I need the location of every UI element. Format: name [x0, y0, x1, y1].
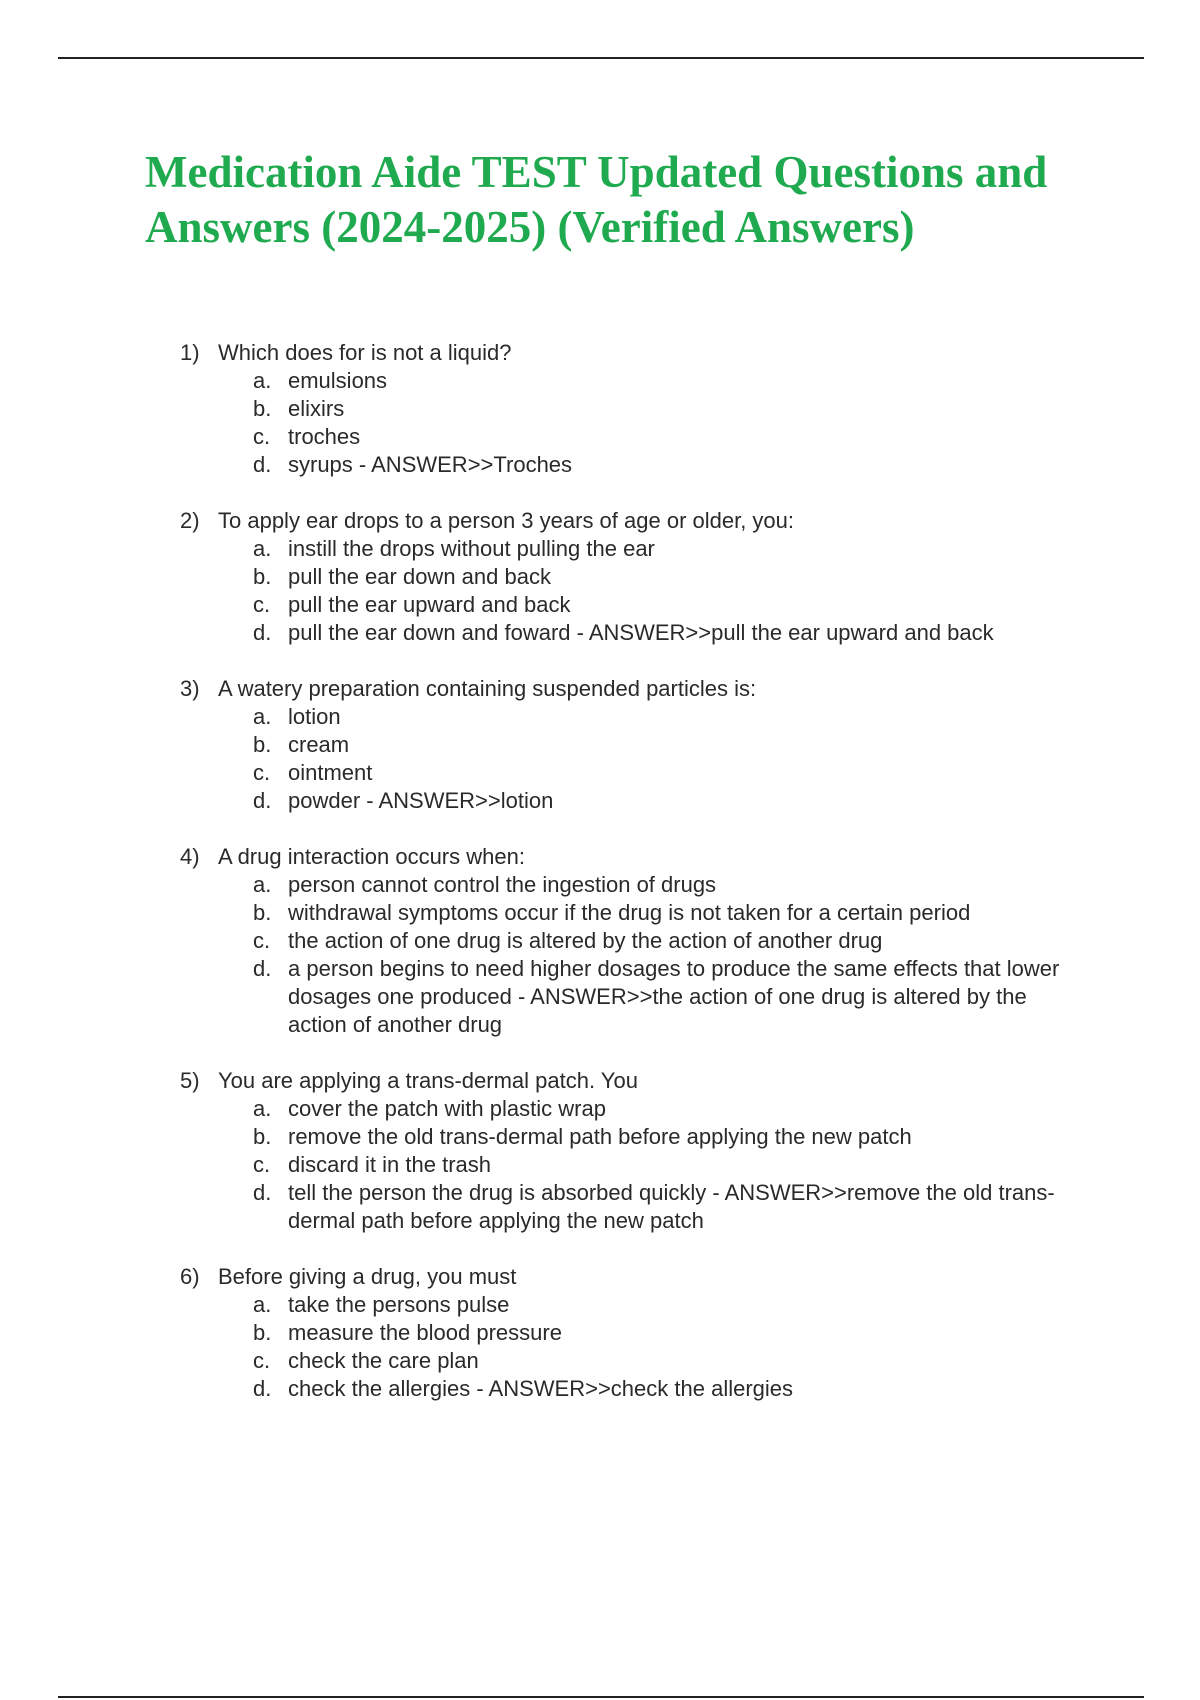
- question-line: [180, 1067, 1080, 1095]
- option-list: [180, 1095, 1080, 1235]
- answer-option: [253, 395, 1080, 423]
- option-list: [180, 871, 1080, 1039]
- option-text: cover the patch with plastic wrap: [288, 1096, 606, 1121]
- option-text: pull the ear down and foward - ANSWER>>pull the ear upward and back: [288, 620, 994, 645]
- option-letter: b.: [253, 564, 272, 589]
- option-text: instill the drops without pulling the ear: [288, 536, 655, 561]
- option-letter: a.: [253, 368, 272, 393]
- option-letter: c.: [253, 1152, 271, 1177]
- option-text: person cannot control the ingestion of drugs: [288, 872, 717, 897]
- option-letter: d.: [253, 1180, 272, 1205]
- option-text: emulsions: [288, 368, 388, 393]
- option-letter: d.: [253, 788, 272, 813]
- option-text: pull the ear down and back: [288, 564, 551, 589]
- answer-option: [253, 787, 1080, 815]
- question-text: A drug interaction occurs when:: [218, 844, 525, 869]
- option-text: elixirs: [288, 396, 345, 421]
- question-text: To apply ear drops to a person 3 years of age or older, you:: [218, 508, 795, 533]
- option-text: tell the person the drug is absorbed quickly - ANSWER>>remove the old trans-dermal path before applying the new patch: [288, 1180, 1055, 1233]
- answer-option: [253, 731, 1080, 759]
- question-line: [180, 675, 1080, 703]
- answer-option: [253, 1095, 1080, 1123]
- option-text: measure the blood pressure: [288, 1320, 562, 1345]
- question-number: 2): [180, 508, 200, 533]
- option-list: [180, 1291, 1080, 1403]
- option-text: remove the old trans-dermal path before applying the new patch: [288, 1124, 912, 1149]
- option-letter: a.: [253, 1292, 272, 1317]
- answer-option: [253, 367, 1080, 395]
- option-letter: a.: [253, 704, 272, 729]
- answer-option: [253, 1319, 1080, 1347]
- option-text: a person begins to need higher dosages to produce the same effects that lower dosages one produced - ANSWER>>the action of one drug is altered by the action of another drug: [288, 956, 1060, 1037]
- answer-option: [253, 1123, 1080, 1151]
- answer-option: [253, 927, 1080, 955]
- option-letter: a.: [253, 1096, 272, 1121]
- option-text: withdrawal symptoms occur if the drug is not taken for a certain period: [288, 900, 971, 925]
- option-text: troches: [288, 424, 361, 449]
- option-letter: c.: [253, 424, 271, 449]
- answer-option: [253, 955, 1080, 1039]
- option-text: check the care plan: [288, 1348, 479, 1373]
- option-letter: b.: [253, 1320, 272, 1345]
- question-line: [180, 1263, 1080, 1291]
- answer-option: [253, 1347, 1080, 1375]
- question-line: [180, 507, 1080, 535]
- question-item: [180, 843, 1080, 1039]
- question-number: 6): [180, 1264, 200, 1289]
- question-number: 5): [180, 1068, 200, 1093]
- answer-option: [253, 899, 1080, 927]
- option-letter: c.: [253, 928, 271, 953]
- question-item: [180, 339, 1080, 479]
- question-line: [180, 339, 1080, 367]
- question-text: You are applying a trans-dermal patch. You: [218, 1068, 638, 1093]
- answer-option: [253, 871, 1080, 899]
- option-letter: d.: [253, 1376, 272, 1401]
- question-item: [180, 675, 1080, 815]
- option-letter: d.: [253, 620, 272, 645]
- option-letter: c.: [253, 1348, 271, 1373]
- document-title: Medication Aide TEST Updated Questions and Answers (2024-2025) (Verified Answers): [145, 147, 1048, 252]
- question-item: [180, 1263, 1080, 1403]
- answer-option: [253, 759, 1080, 787]
- option-letter: d.: [253, 452, 272, 477]
- option-text: take the persons pulse: [288, 1292, 510, 1317]
- option-letter: b.: [253, 900, 272, 925]
- option-text: the action of one drug is altered by the action of another drug: [288, 928, 883, 953]
- question-number: 1): [180, 340, 200, 365]
- option-text: discard it in the trash: [288, 1152, 491, 1177]
- bottom-rule: [58, 1696, 1144, 1698]
- question-item: [180, 1067, 1080, 1235]
- question-list: [180, 339, 1080, 1431]
- answer-option: [253, 535, 1080, 563]
- question-text: Before giving a drug, you must: [218, 1264, 517, 1289]
- answer-option: [253, 703, 1080, 731]
- option-letter: b.: [253, 1124, 272, 1149]
- answer-option: [253, 1151, 1080, 1179]
- answer-option: [253, 563, 1080, 591]
- question-text: Which does for is not a liquid?: [218, 340, 512, 365]
- option-letter: a.: [253, 872, 272, 897]
- question-number: 4): [180, 844, 200, 869]
- option-list: [180, 367, 1080, 479]
- option-text: lotion: [288, 704, 341, 729]
- answer-option: [253, 423, 1080, 451]
- option-text: pull the ear upward and back: [288, 592, 571, 617]
- answer-option: [253, 451, 1080, 479]
- question-text: A watery preparation containing suspended particles is:: [218, 676, 757, 701]
- question-item: [180, 507, 1080, 647]
- option-letter: b.: [253, 396, 272, 421]
- option-text: ointment: [288, 760, 373, 785]
- answer-option: [253, 591, 1080, 619]
- option-list: [180, 535, 1080, 647]
- answer-option: [253, 619, 1080, 647]
- answer-option: [253, 1179, 1080, 1235]
- option-list: [180, 703, 1080, 815]
- option-letter: a.: [253, 536, 272, 561]
- option-text: cream: [288, 732, 350, 757]
- top-rule: [58, 57, 1144, 59]
- answer-option: [253, 1375, 1080, 1403]
- option-letter: c.: [253, 592, 271, 617]
- question-line: [180, 843, 1080, 871]
- option-letter: b.: [253, 732, 272, 757]
- answer-option: [253, 1291, 1080, 1319]
- option-letter: c.: [253, 760, 271, 785]
- question-number: 3): [180, 676, 200, 701]
- option-text: syrups - ANSWER>>Troches: [288, 452, 573, 477]
- option-text: check the allergies - ANSWER>>check the allergies: [288, 1376, 794, 1401]
- option-text: powder - ANSWER>>lotion: [288, 788, 554, 813]
- option-letter: d.: [253, 956, 272, 981]
